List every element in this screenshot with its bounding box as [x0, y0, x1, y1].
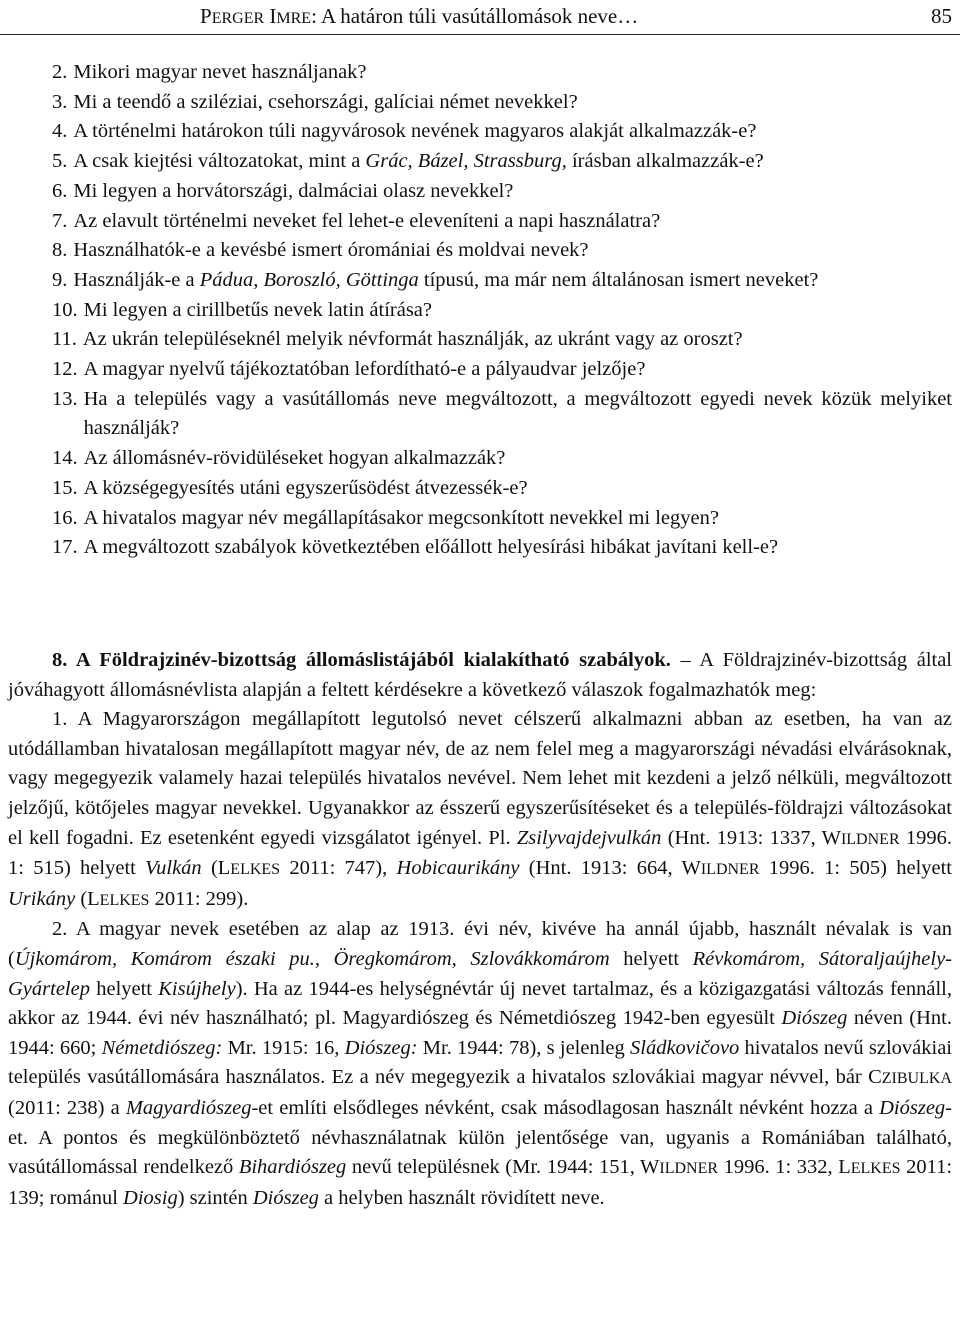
text-run: 1996. 1: 505) helyett: [759, 857, 953, 880]
text-run: (Hnt. 1913: 664, W: [519, 857, 701, 880]
section-8: [0, 646, 960, 1213]
text-run: 2011: 747),: [280, 857, 397, 880]
question-item: [0, 504, 960, 534]
text-run: -et említi elsődleges névként, csak másodlagosan használt névként hozza a: [251, 1096, 880, 1119]
question-number: 14.: [52, 447, 78, 470]
question-item: [0, 147, 960, 177]
question-number: 8.: [52, 239, 68, 262]
text-run: (Hnt. 1913: 1337, W: [661, 826, 841, 849]
place-name-italic: Diószeg:: [344, 1036, 418, 1059]
text-run: nevű településnek (Mr. 1944: 151, W: [346, 1156, 660, 1179]
question-text: Mi a teendő a sziléziai, csehországi, galíciai német nevekkel?: [73, 90, 578, 113]
question-number: 13.: [52, 387, 78, 410]
text-run: a helyben használt rövidített neve.: [318, 1186, 605, 1209]
page-number: 85: [931, 4, 952, 28]
question-item: [0, 474, 960, 504]
question-text: A magyar nyelvű tájékoztatóban lefordítható-e a pályaudvar jelzője?: [83, 358, 646, 381]
question-text-part: típusú, ma már nem általánosan ismert neveket?: [418, 268, 819, 291]
question-text: [73, 147, 952, 177]
place-name-italic: Kisújhely: [158, 977, 236, 1000]
text-run: (L: [201, 857, 231, 880]
question-text: Mi legyen a horvátországi, dalmáciai olasz nevekkel?: [73, 179, 514, 202]
section-intro-text: – A Földrajzinév-bizottság által jóváhagyott állomásnévlista alapján a feltett kérdésekre a következő válaszok fogalmazhatók meg:: [8, 649, 952, 701]
question-item: [0, 444, 960, 474]
text-run: Mr. 1915: 16,: [222, 1036, 345, 1059]
question-item: [0, 117, 960, 147]
author-given-rest: MRE: [276, 10, 312, 27]
question-text: Mikori magyar nevet használjanak?: [73, 61, 367, 83]
question-text: Mi legyen a cirillbetűs nevek latin átírása?: [83, 298, 432, 321]
text-run: helyett: [609, 947, 693, 970]
question-number: 16.: [52, 506, 78, 529]
author-small-caps: ELKES: [230, 861, 281, 879]
text-run: (2011: 238) a: [8, 1096, 126, 1119]
question-item: [0, 385, 960, 444]
author-small-caps: ELKES: [99, 891, 150, 909]
author-small-caps: ILDNER: [659, 1160, 719, 1178]
paragraph-2: [8, 915, 952, 1213]
author-small-caps: ILDNER: [700, 861, 760, 879]
text-run: 1996. 1: 332, L: [718, 1156, 851, 1179]
question-number: 6.: [52, 179, 68, 202]
text-run: ). Ha az 1944-es helységnévtár új nevet tartalmaz, és a közigazgatási változás fennáll, akkor az 1944. évi név használható; pl. Magyardiószeg és Németdiószeg 1942-ben egyesült: [8, 977, 952, 1030]
question-text: Ha a település vagy a vasútállomás neve megváltozott, a megváltozott egyedi nevek közük melyiket használják?: [83, 387, 952, 440]
question-text: Használhatók-e a kevésbé ismert óromániai és moldvai nevek?: [73, 239, 589, 262]
question-item: [0, 58, 960, 88]
text-run: 2011: 139; románul: [8, 1156, 953, 1209]
question-item: [0, 88, 960, 118]
question-text: Az állomásnév-rövidüléseket hogyan alkalmazzák?: [83, 447, 506, 470]
author-lastname-rest: ERGER: [211, 10, 265, 27]
article-title: : A határon túli vasútállomások neve…: [311, 4, 639, 28]
running-title: [200, 4, 638, 29]
question-text: A történelmi határokon túli nagyvárosok nevének magyaros alakját alkalmazzák-e?: [73, 120, 757, 143]
text-run: 2. A magyar nevek esetében az alap az 1913. évi név, kivéve ha annál újabb, használt névalak is van (: [8, 918, 952, 970]
text-run: 1996. 1: 515) helyett: [8, 826, 952, 880]
question-number: 12.: [52, 358, 78, 381]
place-name-italic: Vulkán: [145, 857, 202, 880]
question-text-part: írásban alkalmazzák-e?: [566, 150, 764, 173]
question-item: [0, 355, 960, 385]
question-text: Az elavult történelmi neveket fel lehet-e eleveníteni a napi használatra?: [73, 209, 661, 232]
author-initial: P: [200, 4, 212, 28]
question-number: 2.: [52, 61, 68, 83]
question-text: [73, 266, 952, 296]
author-given-initial: I: [269, 4, 277, 28]
question-text-italic: Grác, Bázel, Strassburg,: [365, 150, 567, 173]
question-number: 17.: [52, 536, 78, 559]
question-text: A hivatalos magyar név megállapításakor megcsonkított nevekkel mi legyen?: [83, 506, 719, 529]
place-name-italic: Hobicaurikány: [396, 857, 520, 880]
question-text: Az ukrán településeknél melyik névformát használják, az ukránt vagy az oroszt?: [82, 328, 743, 351]
question-text-part: Használják-e a: [73, 268, 200, 291]
place-name-italic: Újkomárom, Komárom északi pu., Öregkomárom, Szlovákkomárom: [14, 947, 610, 970]
question-item: [0, 325, 960, 355]
question-number: 11.: [52, 328, 77, 351]
text-run: hivatalos nevű szlovákiai település vasútállomására használatos. Ez a név megegyezik a hivatalos szlovákiai magyar névvel, bár C: [8, 1036, 952, 1089]
question-number: 7.: [52, 209, 68, 232]
text-run: 2011: 299).: [149, 887, 249, 910]
place-name-italic: Sládkovičovo: [630, 1036, 740, 1059]
question-number: 3.: [52, 90, 68, 113]
author-small-caps: ILDNER: [840, 830, 900, 848]
author-small-caps: ELKES: [850, 1160, 901, 1178]
running-header: [0, 0, 960, 35]
text-run: (L: [75, 887, 100, 910]
question-number: 15.: [52, 476, 78, 499]
place-name-italic: Diószeg: [252, 1186, 319, 1209]
question-item: [0, 177, 960, 207]
question-text-part: A csak kiejtési változatokat, mint a: [73, 150, 366, 173]
place-name-italic: Bihardiószeg: [238, 1156, 347, 1179]
place-name-italic: Diószeg: [879, 1096, 946, 1119]
question-item: [0, 207, 960, 237]
text-run: néven (Hnt. 1944: 660;: [8, 1007, 952, 1059]
question-item: [0, 236, 960, 266]
question-item: [0, 296, 960, 326]
place-name-italic: Zsilyvajdejvulkán: [516, 826, 662, 849]
place-name-italic: Magyardiószeg: [125, 1096, 252, 1119]
place-name-italic: Diosig: [123, 1186, 178, 1209]
question-text: A községegyesítés utáni egyszerűsödést átvezessék-e?: [83, 476, 528, 499]
question-text: A megváltozott szabályok következtében előállott helyesírási hibákat javítani kell-e?: [83, 536, 779, 559]
text-run: -et. A pontos és megkülönböztető névhasználatnak külön jelentősége van, ugyanis a Romániában található, vasútállomással rendelkező: [8, 1096, 952, 1179]
text-run: helyett: [89, 977, 159, 1000]
place-name-italic: Révkomárom, Sátoraljaújhely-Gyártelep: [8, 947, 952, 1000]
author-small-caps: ZIBULKA: [881, 1070, 952, 1088]
question-number: 5.: [52, 150, 68, 173]
text-run: ) szintén: [177, 1186, 253, 1209]
text-run: Mr. 1944: 78), s jelenleg: [417, 1036, 631, 1059]
text-run: 1. A Magyarországon megállapított legutolsó nevet célszerű alkalmazni abban az esetben, ha van az utódállamban hivatalosan megállapított magyar név, de az nem felel meg a magyarországi névadási elvárásoknak, vagy megegyezik valamely hazai település hivatalos nevével. Nem lehet mit kezdeni a jelző nélküli, megváltozott jelzőjű, kötőjeles magyar nevekkel. Ugyanakkor az ésszerű egyszerűsítéseket és a település-földrajzi változásokat el kell fogadni. Ez esetenként egyedi vizsgálatot igényel. Pl.: [8, 708, 952, 849]
question-number: 4.: [52, 120, 68, 143]
question-list: [0, 58, 960, 563]
place-name-italic: Urikány: [8, 887, 76, 910]
question-item: [0, 266, 960, 296]
place-name-italic: Diószeg: [781, 1007, 848, 1030]
question-item: [0, 533, 960, 563]
question-number: 10.: [52, 298, 78, 321]
question-number: 9.: [52, 268, 68, 291]
section-heading: 8. A Földrajzinév-bizottság állomáslistájából kialakítható szabályok.: [52, 649, 671, 671]
section-intro-paragraph: [8, 646, 952, 705]
question-text-italic: Pádua, Boroszló, Göttinga: [199, 268, 419, 291]
paragraph-1: [8, 705, 952, 915]
place-name-italic: Németdiószeg:: [101, 1036, 223, 1059]
